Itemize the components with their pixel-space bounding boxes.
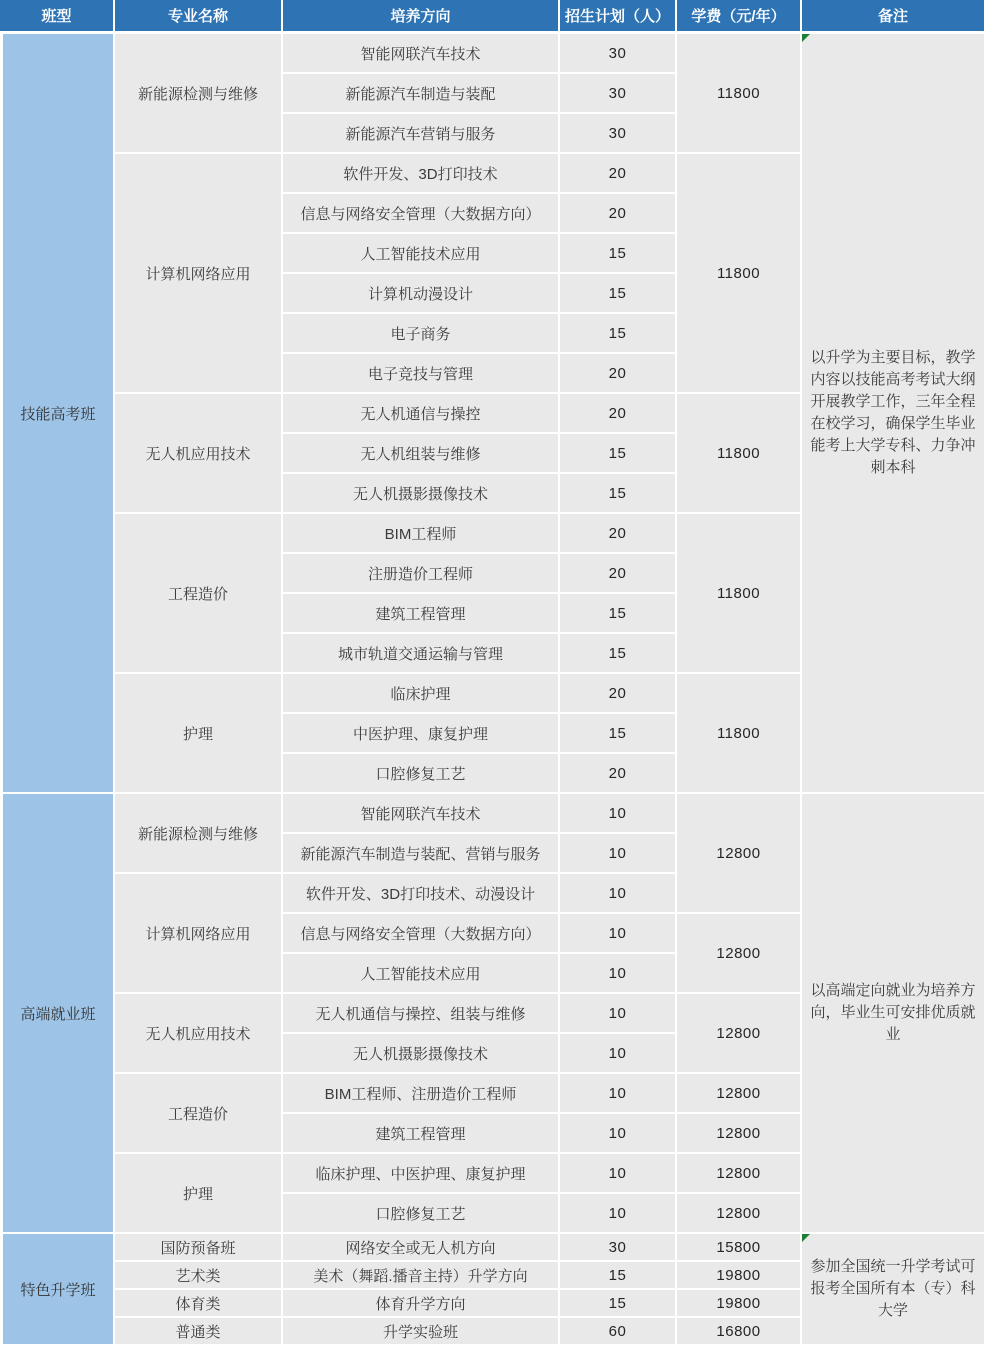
plan-cell: 20 <box>560 554 677 594</box>
plan-cell: 15 <box>560 234 677 274</box>
plan-cell: 15 <box>560 274 677 314</box>
direction-cell: 无人机摄影摄像技术 <box>283 1034 560 1074</box>
excel-corner-mark-icon <box>802 34 810 42</box>
direction-cell: 新能源汽车制造与装配、营销与服务 <box>283 834 560 874</box>
plan-cell: 20 <box>560 154 677 194</box>
direction-cell: 临床护理 <box>283 674 560 714</box>
major-cell: 护理 <box>115 674 283 794</box>
tuition-cell: 12800 <box>677 914 802 994</box>
tuition-cell: 11800 <box>677 34 802 154</box>
plan-cell: 15 <box>560 594 677 634</box>
direction-cell: 无人机摄影摄像技术 <box>283 474 560 514</box>
plan-cell: 30 <box>560 34 677 74</box>
col-header-direction: 培养方向 <box>283 0 560 34</box>
tuition-cell: 15800 <box>677 1234 802 1262</box>
major-cell: 无人机应用技术 <box>115 994 283 1074</box>
plan-cell: 20 <box>560 514 677 554</box>
plan-cell: 10 <box>560 994 677 1034</box>
plan-cell: 10 <box>560 1194 677 1234</box>
direction-cell: 电子竞技与管理 <box>283 354 560 394</box>
direction-cell: 人工智能技术应用 <box>283 954 560 994</box>
plan-cell: 15 <box>560 1290 677 1318</box>
plan-cell: 10 <box>560 1034 677 1074</box>
plan-cell: 10 <box>560 1114 677 1154</box>
plan-cell: 20 <box>560 674 677 714</box>
header-row <box>0 0 986 34</box>
tuition-cell: 12800 <box>677 1154 802 1194</box>
plan-cell: 10 <box>560 1154 677 1194</box>
direction-cell: 临床护理、中医护理、康复护理 <box>283 1154 560 1194</box>
direction-cell: 软件开发、3D打印技术、动漫设计 <box>283 874 560 914</box>
plan-cell: 20 <box>560 754 677 794</box>
tuition-cell: 19800 <box>677 1262 802 1290</box>
remark-text: 以高端定向就业为培养方向，毕业生可安排优质就业 <box>810 982 976 1043</box>
col-header-class-type: 班型 <box>0 0 115 34</box>
plan-cell: 15 <box>560 474 677 514</box>
tuition-cell: 12800 <box>677 1194 802 1234</box>
plan-cell: 15 <box>560 1262 677 1290</box>
major-cell: 普通类 <box>115 1318 283 1346</box>
direction-cell: 口腔修复工艺 <box>283 1194 560 1234</box>
major-cell: 国防预备班 <box>115 1234 283 1262</box>
direction-cell: 无人机组装与维修 <box>283 434 560 474</box>
tuition-cell: 12800 <box>677 994 802 1074</box>
direction-cell: 智能网联汽车技术 <box>283 34 560 74</box>
direction-cell: 无人机通信与操控、组装与维修 <box>283 994 560 1034</box>
direction-cell: 信息与网络安全管理（大数据方向） <box>283 914 560 954</box>
col-header-major: 专业名称 <box>115 0 283 34</box>
excel-corner-mark-icon <box>802 1234 810 1242</box>
plan-cell: 20 <box>560 354 677 394</box>
direction-cell: 电子商务 <box>283 314 560 354</box>
plan-cell: 10 <box>560 794 677 834</box>
plan-cell: 30 <box>560 114 677 154</box>
tuition-cell: 11800 <box>677 514 802 674</box>
direction-cell: 计算机动漫设计 <box>283 274 560 314</box>
plan-cell: 20 <box>560 394 677 434</box>
direction-cell: 新能源汽车营销与服务 <box>283 114 560 154</box>
table-row <box>0 794 986 834</box>
direction-cell: 无人机通信与操控 <box>283 394 560 434</box>
plan-cell: 30 <box>560 1234 677 1262</box>
major-cell: 工程造价 <box>115 1074 283 1154</box>
major-cell: 体育类 <box>115 1290 283 1318</box>
major-cell: 计算机网络应用 <box>115 154 283 394</box>
plan-cell: 10 <box>560 914 677 954</box>
major-cell: 新能源检测与维修 <box>115 34 283 154</box>
plan-cell: 10 <box>560 954 677 994</box>
direction-cell: 美术（舞蹈.播音主持）升学方向 <box>283 1262 560 1290</box>
col-header-plan: 招生计划（人） <box>560 0 677 34</box>
direction-cell: 体育升学方向 <box>283 1290 560 1318</box>
class-type-cell: 特色升学班 <box>0 1234 115 1346</box>
tuition-cell: 16800 <box>677 1318 802 1346</box>
direction-cell: 网络安全或无人机方向 <box>283 1234 560 1262</box>
plan-cell: 15 <box>560 434 677 474</box>
direction-cell: 建筑工程管理 <box>283 594 560 634</box>
tuition-cell: 12800 <box>677 1074 802 1114</box>
direction-cell: 建筑工程管理 <box>283 1114 560 1154</box>
tuition-cell: 12800 <box>677 1114 802 1154</box>
plan-cell: 10 <box>560 874 677 914</box>
table-row <box>0 1234 986 1262</box>
major-cell: 艺术类 <box>115 1262 283 1290</box>
class-type-cell: 高端就业班 <box>0 794 115 1234</box>
major-cell: 无人机应用技术 <box>115 394 283 514</box>
plan-cell: 10 <box>560 1074 677 1114</box>
plan-cell: 60 <box>560 1318 677 1346</box>
direction-cell: 注册造价工程师 <box>283 554 560 594</box>
col-header-remark: 备注 <box>802 0 986 34</box>
plan-cell: 20 <box>560 194 677 234</box>
plan-cell: 10 <box>560 834 677 874</box>
remark-text: 以升学为主要目标，教学内容以技能高考考试大纲开展教学工作，三年全程在校学习，确保学生毕业能考上大学专科、力争冲刺本科 <box>810 349 976 476</box>
plan-cell: 15 <box>560 314 677 354</box>
tuition-cell: 11800 <box>677 154 802 394</box>
direction-cell: 智能网联汽车技术 <box>283 794 560 834</box>
major-cell: 工程造价 <box>115 514 283 674</box>
major-cell: 护理 <box>115 1154 283 1234</box>
col-header-tuition: 学费（元/年） <box>677 0 802 34</box>
direction-cell: 中医护理、康复护理 <box>283 714 560 754</box>
remark-cell <box>802 794 986 1234</box>
plan-cell: 15 <box>560 714 677 754</box>
major-cell: 新能源检测与维修 <box>115 794 283 874</box>
direction-cell: 城市轨道交通运输与管理 <box>283 634 560 674</box>
direction-cell: 升学实验班 <box>283 1318 560 1346</box>
class-type-cell: 技能高考班 <box>0 34 115 794</box>
major-cell: 计算机网络应用 <box>115 874 283 994</box>
table-row <box>0 34 986 74</box>
remark-cell <box>802 1234 986 1346</box>
direction-cell: BIM工程师、注册造价工程师 <box>283 1074 560 1114</box>
tuition-cell: 12800 <box>677 794 802 914</box>
direction-cell: 人工智能技术应用 <box>283 234 560 274</box>
tuition-cell: 19800 <box>677 1290 802 1318</box>
direction-cell: BIM工程师 <box>283 514 560 554</box>
tuition-cell: 11800 <box>677 674 802 794</box>
direction-cell: 口腔修复工艺 <box>283 754 560 794</box>
remark-text: 参加全国统一升学考试可报考全国所有本（专）科大学 <box>810 1258 976 1319</box>
direction-cell: 软件开发、3D打印技术 <box>283 154 560 194</box>
direction-cell: 信息与网络安全管理（大数据方向） <box>283 194 560 234</box>
plan-cell: 15 <box>560 634 677 674</box>
plan-cell: 30 <box>560 74 677 114</box>
table-body <box>0 34 986 1346</box>
direction-cell: 新能源汽车制造与装配 <box>283 74 560 114</box>
tuition-cell: 11800 <box>677 394 802 514</box>
remark-cell <box>802 34 986 794</box>
